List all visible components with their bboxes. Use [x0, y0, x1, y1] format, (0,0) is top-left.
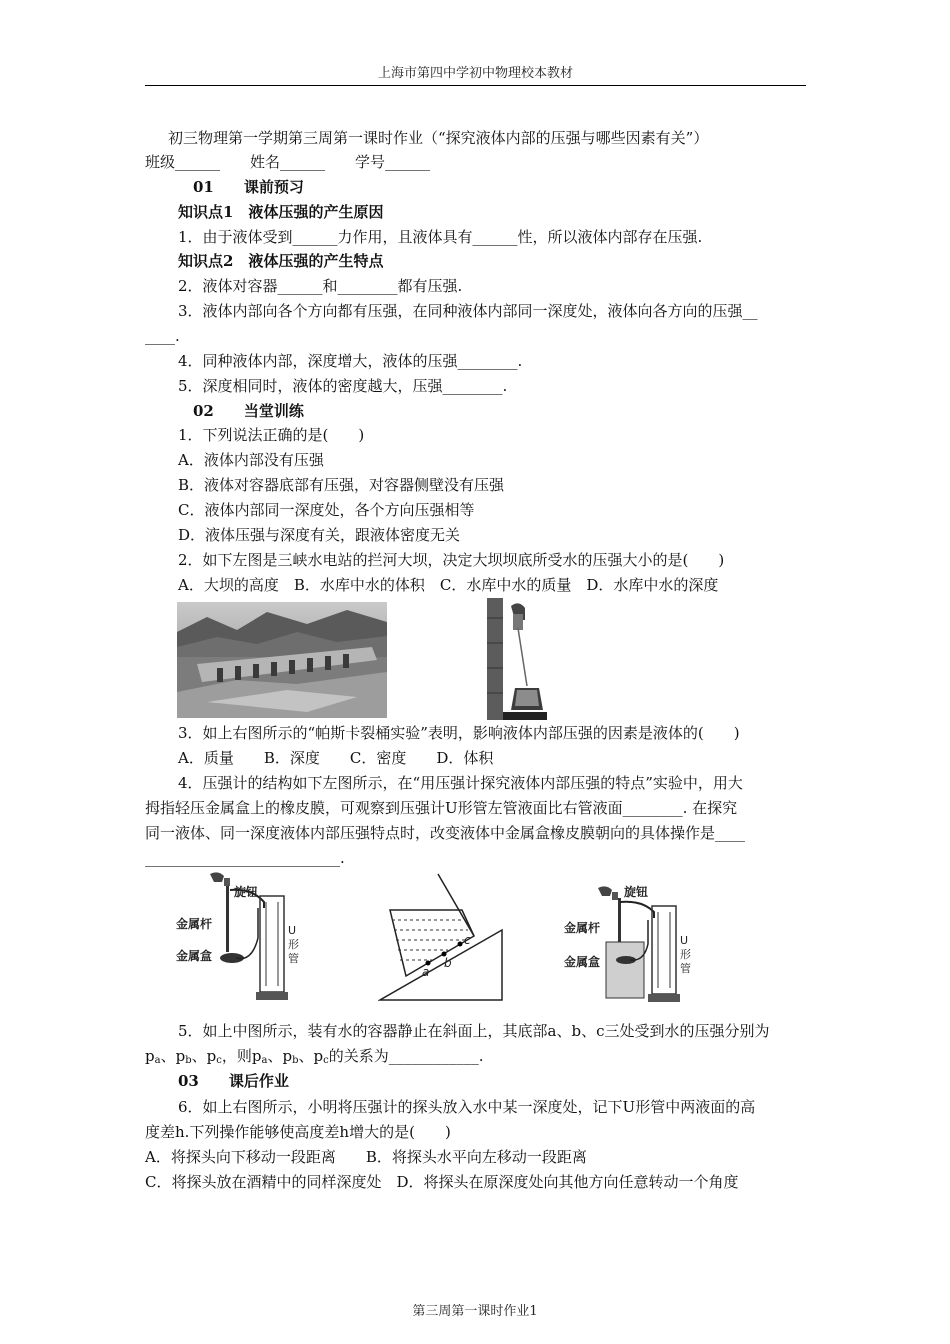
point-b-label: b [444, 956, 452, 970]
class-question-4: 4．压强计的结构如下左图所示，在“用压强计探究液体内部压强的特点”实验中，用大 [178, 774, 743, 792]
knowledge-point-1: 知识点1 液体压强的产生原因 [178, 203, 384, 221]
class-q3-options: A．质量 B．深度 C．密度 D．体积 [178, 749, 494, 767]
preview-question-2: 2．液体对容器______和________都有压强. [178, 277, 463, 295]
class-question-5: 5．如上中图所示，装有水的容器静止在斜面上，其底部a、b、c三处受到水的压强分别为 [178, 1022, 770, 1040]
homework-q6-options-cd: C．将探头放在酒精中的同样深度处 D．将探头在原深度处向其他方向任意转动一个角度 [145, 1173, 739, 1191]
preview-question-3: 3．液体内部向各个方向都有压强，在同种液体内部同一深度处，液体向各方向的压强__ [178, 302, 758, 320]
homework-question-6: 6．如上右图所示，小明将压强计的探头放入水中某一深度处，记下U形管中两液面的高 [178, 1098, 756, 1116]
label-knob: 旋钮 [234, 885, 259, 899]
page-footer: 第三周第一课时作业1 [412, 1304, 538, 1319]
point-c-label: c [464, 933, 471, 947]
section-heading-01: 01 课前预习 [193, 178, 304, 196]
preview-question-4: 4．同种液体内部，深度增大，液体的压强________. [178, 352, 523, 370]
class-question-3: 3．如上右图所示的“帕斯卡裂桶实验”表明，影响液体内部压强的因素是液体的( ) [178, 724, 740, 742]
class-question-1: 1．下列说法正确的是( ) [178, 426, 365, 444]
class-question-2: 2．如下左图是三峡水电站的拦河大坝，决定大坝坝底所受水的压强大小的是( ) [178, 551, 725, 569]
pressure-gauge-water-figure [560, 884, 700, 1004]
section-heading-02: 02 当堂训练 [193, 402, 304, 420]
class-q1-option-c: C．液体内部同一深度处，各个方向压强相等 [178, 501, 475, 519]
class-question-4-cont-1: 拇指轻压金属盒上的橡皮膜，可观察到压强计U形管左管液面比右管液面________. 在探究 [145, 799, 738, 817]
label-u3: 管 [288, 952, 299, 965]
assignment-title: 初三物理第一学期第三周第一课时作业（“探究液体内部的压强与哪些因素有关”） [168, 129, 709, 147]
label-u3-2: 管 [680, 962, 691, 975]
label-u2: 形 [288, 938, 299, 951]
class-question-4-cont-2: 同一液体、同一深度液体内部压强特点时，改变液体中金属盒橡皮膜朝向的具体操作是____ [145, 824, 746, 842]
class-q1-option-d: D．液体压强与深度有关，跟液体密度无关 [178, 526, 461, 544]
label-u2-2: 形 [680, 948, 691, 961]
label-box-2: 金属盒 [564, 955, 601, 969]
preview-question-1: 1．由于液体受到______力作用，且液体具有______性，所以液体内部存在压强. [178, 228, 703, 246]
student-info-line: 班级______ 姓名______ 学号______ [145, 153, 431, 171]
preview-question-3-cont: ____. [145, 327, 180, 345]
homework-q6-options-ab: A．将探头向下移动一段距离 B．将探头水平向左移动一段距离 [145, 1148, 587, 1166]
section-heading-03: 03 课后作业 [178, 1072, 289, 1090]
class-question-5-cont: $p_a$、$p_b$、$p_c$，则$p_a$、$p_b$、$p_c$的关系为____________. [145, 1047, 484, 1066]
class-q1-option-b: B．液体对容器底部有压强，对容器侧壁没有压强 [178, 476, 505, 494]
class-q2-options: A．大坝的高度 B．水库中水的体积 C．水库中水的质量 D．水库中水的深度 [178, 576, 719, 594]
pascal-barrel-photo [487, 598, 547, 720]
label-box: 金属盒 [176, 949, 213, 963]
dam-photo [177, 602, 387, 718]
point-a-label: a [422, 965, 430, 979]
label-u1-2: U [680, 934, 689, 947]
label-u1: U [288, 924, 297, 937]
label-knob-2: 旋钮 [624, 885, 649, 899]
incline-container-figure [378, 870, 504, 1004]
class-q1-option-a: A．液体内部没有压强 [178, 451, 324, 469]
homework-question-6-cont: 度差h.下列操作能够使高度差h增大的是( ) [145, 1123, 451, 1141]
pressure-gauge-figure [172, 868, 302, 1002]
label-rod-2: 金属杆 [564, 921, 601, 935]
knowledge-point-2: 知识点2 液体压强的产生特点 [178, 252, 384, 270]
label-rod: 金属杆 [176, 917, 213, 931]
page-header: 上海市第四中学初中物理校本教材 [145, 62, 806, 86]
preview-question-5: 5．深度相同时，液体的密度越大，压强________. [178, 377, 508, 395]
class-question-4-cont-3: __________________________. [145, 849, 345, 867]
